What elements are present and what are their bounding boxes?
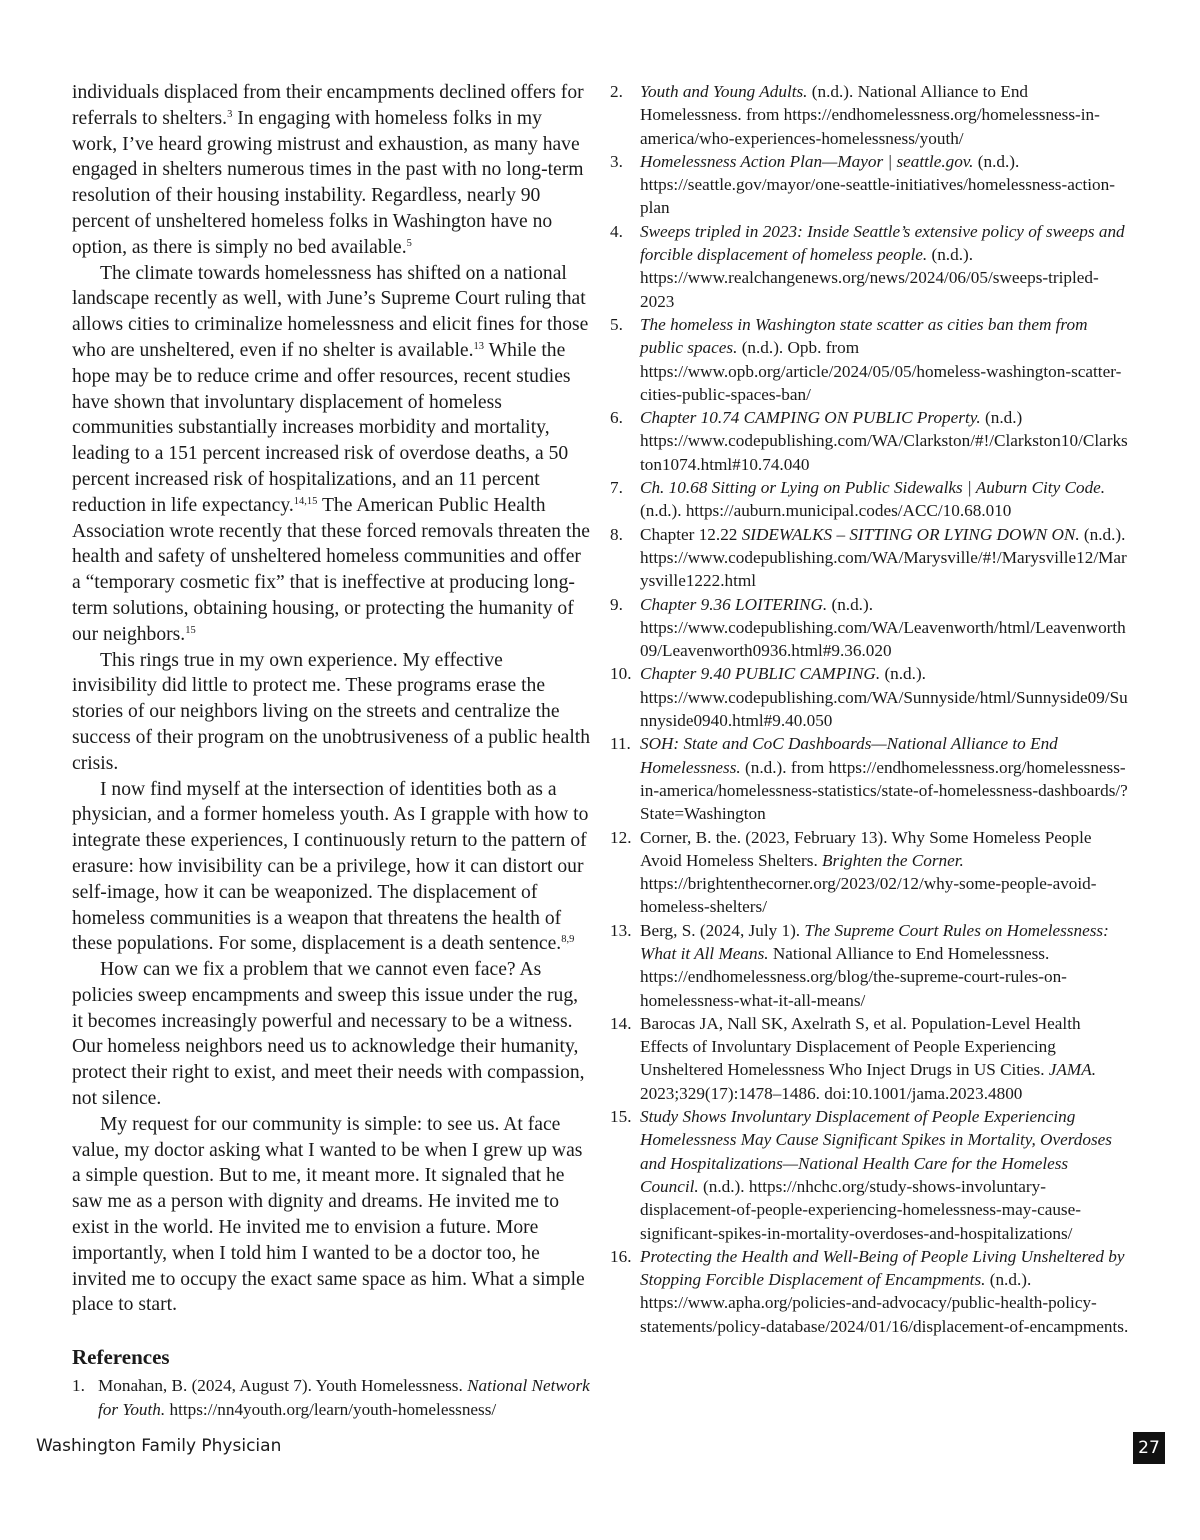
italic-title: Ch. 10.68 Sitting or Lying on Public Sidewalks | Auburn City Code.	[640, 478, 1106, 498]
reference-text	[640, 1105, 1130, 1245]
reference-number: 15.	[610, 1107, 632, 1127]
text-run: (n.d.). https://www.realchangenews.org/news/2024/06/05/sweeps-tripled-2023	[640, 245, 1099, 311]
reference-text	[640, 476, 1130, 523]
italic-title: Protecting the Health and Well-Being of People Living Unsheltered by Stopping Forcible Displacement of Encampments.	[640, 1246, 1125, 1290]
text-run: (n.d.). https://seattle.gov/mayor/one-seattle-initiatives/homelessness-action-plan	[640, 151, 1115, 218]
italic-title: Chapter 9.36 LOITERING.	[640, 594, 828, 614]
reference-item	[610, 593, 1130, 663]
reference-number: 6.	[610, 408, 623, 428]
text-run: How can we fix a problem that we cannot even face? As policies sweep encampments and sweep this issue under the rug, it becomes increasingly powerful and necessary to be a witness. Our homeless neighbors need us to acknowledge their humanity, protect their right to exist, and meet their needs with compassion, not silence.	[72, 959, 585, 1110]
reference-number: 9.	[610, 594, 623, 614]
italic-title: The Supreme Court Rules on Homelessness: What it All Means.	[640, 920, 1109, 963]
citation-superscript: 5	[406, 237, 412, 249]
reference-item	[610, 523, 1130, 593]
reference-item	[610, 1012, 1130, 1105]
text-run: This rings true in my own experience. My effective invisibility did little to protect me. These programs erase the stories of our neighbors living on the streets and centralize the success of their program on the unobtrusiveness of a public health crisis.	[72, 649, 591, 774]
reference-text	[640, 1245, 1130, 1338]
italic-title: Study Shows Involuntary Displacement of People Experiencing Homelessness May Cause Significant Spikes in Mortality, Overdoses and Hospitalizations—National Health Care for the Homeless Council.	[640, 1107, 1112, 1196]
reference-number: 3.	[610, 151, 623, 171]
text-run: In engaging with homeless folks in my work, I’ve heard growing mistrust and exhaustion, as many have engaged in shelters numerous times in the past with no long-term resolution of their housing instability. Regardless, nearly 90 percent of unsheltered homeless folks in Washington have no option, as there is simply no bed available.	[72, 107, 584, 258]
italic-title: Brighten the Corner.	[822, 850, 964, 870]
reference-text	[98, 1374, 590, 1421]
text-run: (n.d.). https://auburn.municipal.codes/ACC/10.68.010	[640, 501, 1012, 521]
reference-text	[640, 523, 1130, 593]
reference-item	[610, 826, 1130, 919]
reference-item	[610, 220, 1130, 313]
italic-title: The homeless in Washington state scatter as cities ban them from public spaces.	[640, 314, 1088, 358]
reference-number: 4.	[610, 221, 623, 241]
references-list-right	[610, 80, 1130, 1338]
reference-number: 11.	[610, 734, 631, 754]
article-body	[72, 80, 590, 1318]
text-run: (n.d.) https://www.codepublishing.com/WA/Clarkston/#!/Clarkston10/Clarkston1074.html#10.74.040	[640, 408, 1128, 474]
italic-title: Sweeps tripled in 2023: Inside Seattle’s extensive policy of sweeps and forcible displacement of homeless people.	[640, 221, 1125, 265]
italic-title: Chapter 9.40 PUBLIC CAMPING.	[640, 664, 881, 684]
publication-name: Washington Family Physician	[36, 1436, 282, 1456]
reference-item	[610, 406, 1130, 476]
reference-item	[610, 80, 1130, 150]
reference-text	[640, 662, 1130, 732]
italic-title: Youth and Young Adults.	[640, 82, 808, 101]
reference-number: 1.	[72, 1376, 85, 1396]
reference-item	[610, 662, 1130, 732]
text-run: https://brightenthecorner.org/2023/02/12/why-some-people-avoid-homeless-shelters/	[640, 874, 1097, 917]
citation-superscript: 14,15	[293, 495, 318, 507]
text-run: (n.d.). Opb. from https://www.opb.org/article/2024/05/05/homeless-washington-scatter-cities-public-spaces-ban/	[640, 338, 1122, 404]
reference-item	[610, 1105, 1130, 1245]
text-run: Barocas JA, Nall SK, Axelrath S, et al. Population-Level Health Effects of Involuntary Displacement of People Experiencing Unsheltered Homelessness Who Inject Drugs in US Cities.	[640, 1013, 1081, 1080]
reference-item	[610, 1245, 1130, 1338]
italic-title: JAMA.	[1048, 1060, 1097, 1080]
italic-title: SIDEWALKS – SITTING OR LYING DOWN ON.	[741, 524, 1080, 544]
reference-text	[640, 919, 1130, 1012]
citation-superscript: 13	[473, 340, 485, 352]
text-run: Monahan, B. (2024, August 7). Youth Homelessness.	[98, 1376, 468, 1396]
article-paragraph	[72, 957, 590, 1112]
reference-number: 12.	[610, 827, 632, 847]
reference-number: 8.	[610, 524, 623, 544]
text-run: The climate towards homelessness has shifted on a national landscape recently as well, with June’s Supreme Court ruling that allows cities to criminalize homelessness and elicit fines for those who are unsheltered, even if no shelter is available.	[72, 262, 589, 361]
reference-text	[640, 150, 1130, 220]
reference-text	[640, 1012, 1130, 1105]
italic-title: Homelessness Action Plan—Mayor | seattle.gov.	[640, 151, 974, 171]
reference-item	[610, 732, 1130, 825]
reference-number: 13.	[610, 920, 632, 940]
text-run: National Alliance to End Homelessness. https://endhomelessness.org/blog/the-supreme-court-rules-on-homelessness-what-it-all-means/	[640, 943, 1067, 1010]
reference-item	[610, 313, 1130, 406]
reference-text	[640, 593, 1130, 663]
text-run: (n.d.). https://nhchc.org/study-shows-involuntary-displacement-of-people-experiencing-homelessness-may-cause-significant-spikes-in-mortality-overdoses-and-hospitalizations/	[640, 1176, 1081, 1243]
text-run: The American Public Health Association wrote recently that these forced removals threaten the health and safety of unsheltered homeless communities and offer a “temporary cosmetic fix” that is ineffective at producing long-term solutions, obtaining housing, or protecting the humanity of our neighbors.	[72, 494, 590, 645]
reference-item	[610, 150, 1130, 220]
reference-item	[610, 919, 1130, 1012]
text-run: 2023;329(17):1478–1486. doi:10.1001/jama.2023.4800	[640, 1083, 1023, 1103]
reference-item	[72, 1374, 590, 1421]
italic-title: SOH: State and CoC Dashboards—National Alliance to End Homelessness.	[640, 734, 1058, 777]
reference-text	[640, 220, 1130, 313]
references-heading: References	[72, 1345, 170, 1370]
article-paragraph	[72, 777, 590, 958]
text-run: Berg, S. (2024, July 1).	[640, 920, 805, 940]
reference-text	[640, 313, 1130, 406]
article-paragraph	[72, 648, 590, 777]
reference-item	[610, 476, 1130, 523]
text-run: (n.d.). https://www.codepublishing.com/WA/Leavenworth/html/Leavenworth09/Leavenworth0936.html#9.36.020	[640, 594, 1126, 661]
reference-number: 10.	[610, 664, 632, 684]
reference-number: 2.	[610, 82, 623, 101]
text-run: Chapter 12.22	[640, 524, 742, 544]
text-run: Corner, B. the. (2023, February 13). Why Some Homeless People Avoid Homeless Shelters.	[640, 827, 1092, 870]
text-run: individuals displaced from their encampments declined offers for referrals to shelters.	[72, 82, 584, 129]
page-number: 27	[1133, 1432, 1165, 1464]
reference-text	[640, 826, 1130, 919]
text-run: https://nn4youth.org/learn/youth-homelessness/	[165, 1399, 497, 1419]
reference-text	[640, 732, 1130, 825]
text-run: (n.d.). National Alliance to End Homelessness. from https://endhomelessness.org/homelessness-in-america/who-experiences-homelessness/youth/	[640, 82, 1100, 148]
citation-superscript: 8,9	[561, 934, 575, 946]
italic-title: National Network for Youth.	[98, 1376, 590, 1419]
references-list-left	[72, 1374, 590, 1421]
citation-superscript: 15	[185, 624, 196, 636]
article-column	[72, 80, 590, 1421]
italic-title: Chapter 10.74 CAMPING ON PUBLIC Property.	[640, 408, 981, 428]
text-run: While the hope may be to reduce crime and offer resources, recent studies have shown that involuntary displacement of homeless communities substantially increases morbidity and mortality, leading to a 151 percent increased risk of overdose deaths, a 50 percent increased risk of hospitalizations, and an 11 percent reduction in life expectancy.	[72, 339, 571, 516]
citation-superscript: 3	[227, 108, 233, 120]
text-run: (n.d.). https://www.apha.org/policies-and-advocacy/public-health-policy-statements/policy-database/2024/01/16/displacement-of-encampments.	[640, 1270, 1129, 1336]
text-run: (n.d.). https://www.codepublishing.com/WA/Marysville/#!/Marysville12/Marysville1222.html	[640, 524, 1127, 591]
reference-number: 5.	[610, 314, 623, 334]
text-run: (n.d.). from https://endhomelessness.org/homelessness-in-america/homelessness-statistics/state-of-homelessness-dashboards/?State=Washington	[640, 757, 1128, 824]
reference-number: 7.	[610, 478, 623, 498]
reference-text	[640, 406, 1130, 476]
article-paragraph	[72, 1112, 590, 1318]
reference-text	[640, 80, 1130, 150]
text-run: (n.d.). https://www.codepublishing.com/WA/Sunnyside/html/Sunnyside09/Sunnyside0940.html#9.40.050	[640, 664, 1128, 731]
text-run: I now find myself at the intersection of identities both as a physician, and a former homeless youth. As I grapple with how to integrate these experiences, I continuously return to the pattern of erasure: how invisibility can be a privilege, how it can distort our self-image, how it can be weaponized. The displacement of homeless communities is a weapon that threatens the health of these populations. For some, displacement is a death sentence.	[72, 778, 589, 955]
text-run: My request for our community is simple: to see us. At face value, my doctor asking what I wanted to be when I grew up was a simple question. But to me, it meant more. It signaled that he saw me as a person with dignity and dreams. He invited me to exist in the world. He invited me to envision a future. More importantly, when I told him I wanted to be a doctor too, he invited me to occupy the exact same space as him. What a simple place to start.	[72, 1113, 585, 1316]
article-paragraph	[72, 261, 590, 648]
reference-number: 16.	[610, 1246, 632, 1266]
article-paragraph	[72, 80, 590, 261]
reference-number: 14.	[610, 1013, 632, 1033]
